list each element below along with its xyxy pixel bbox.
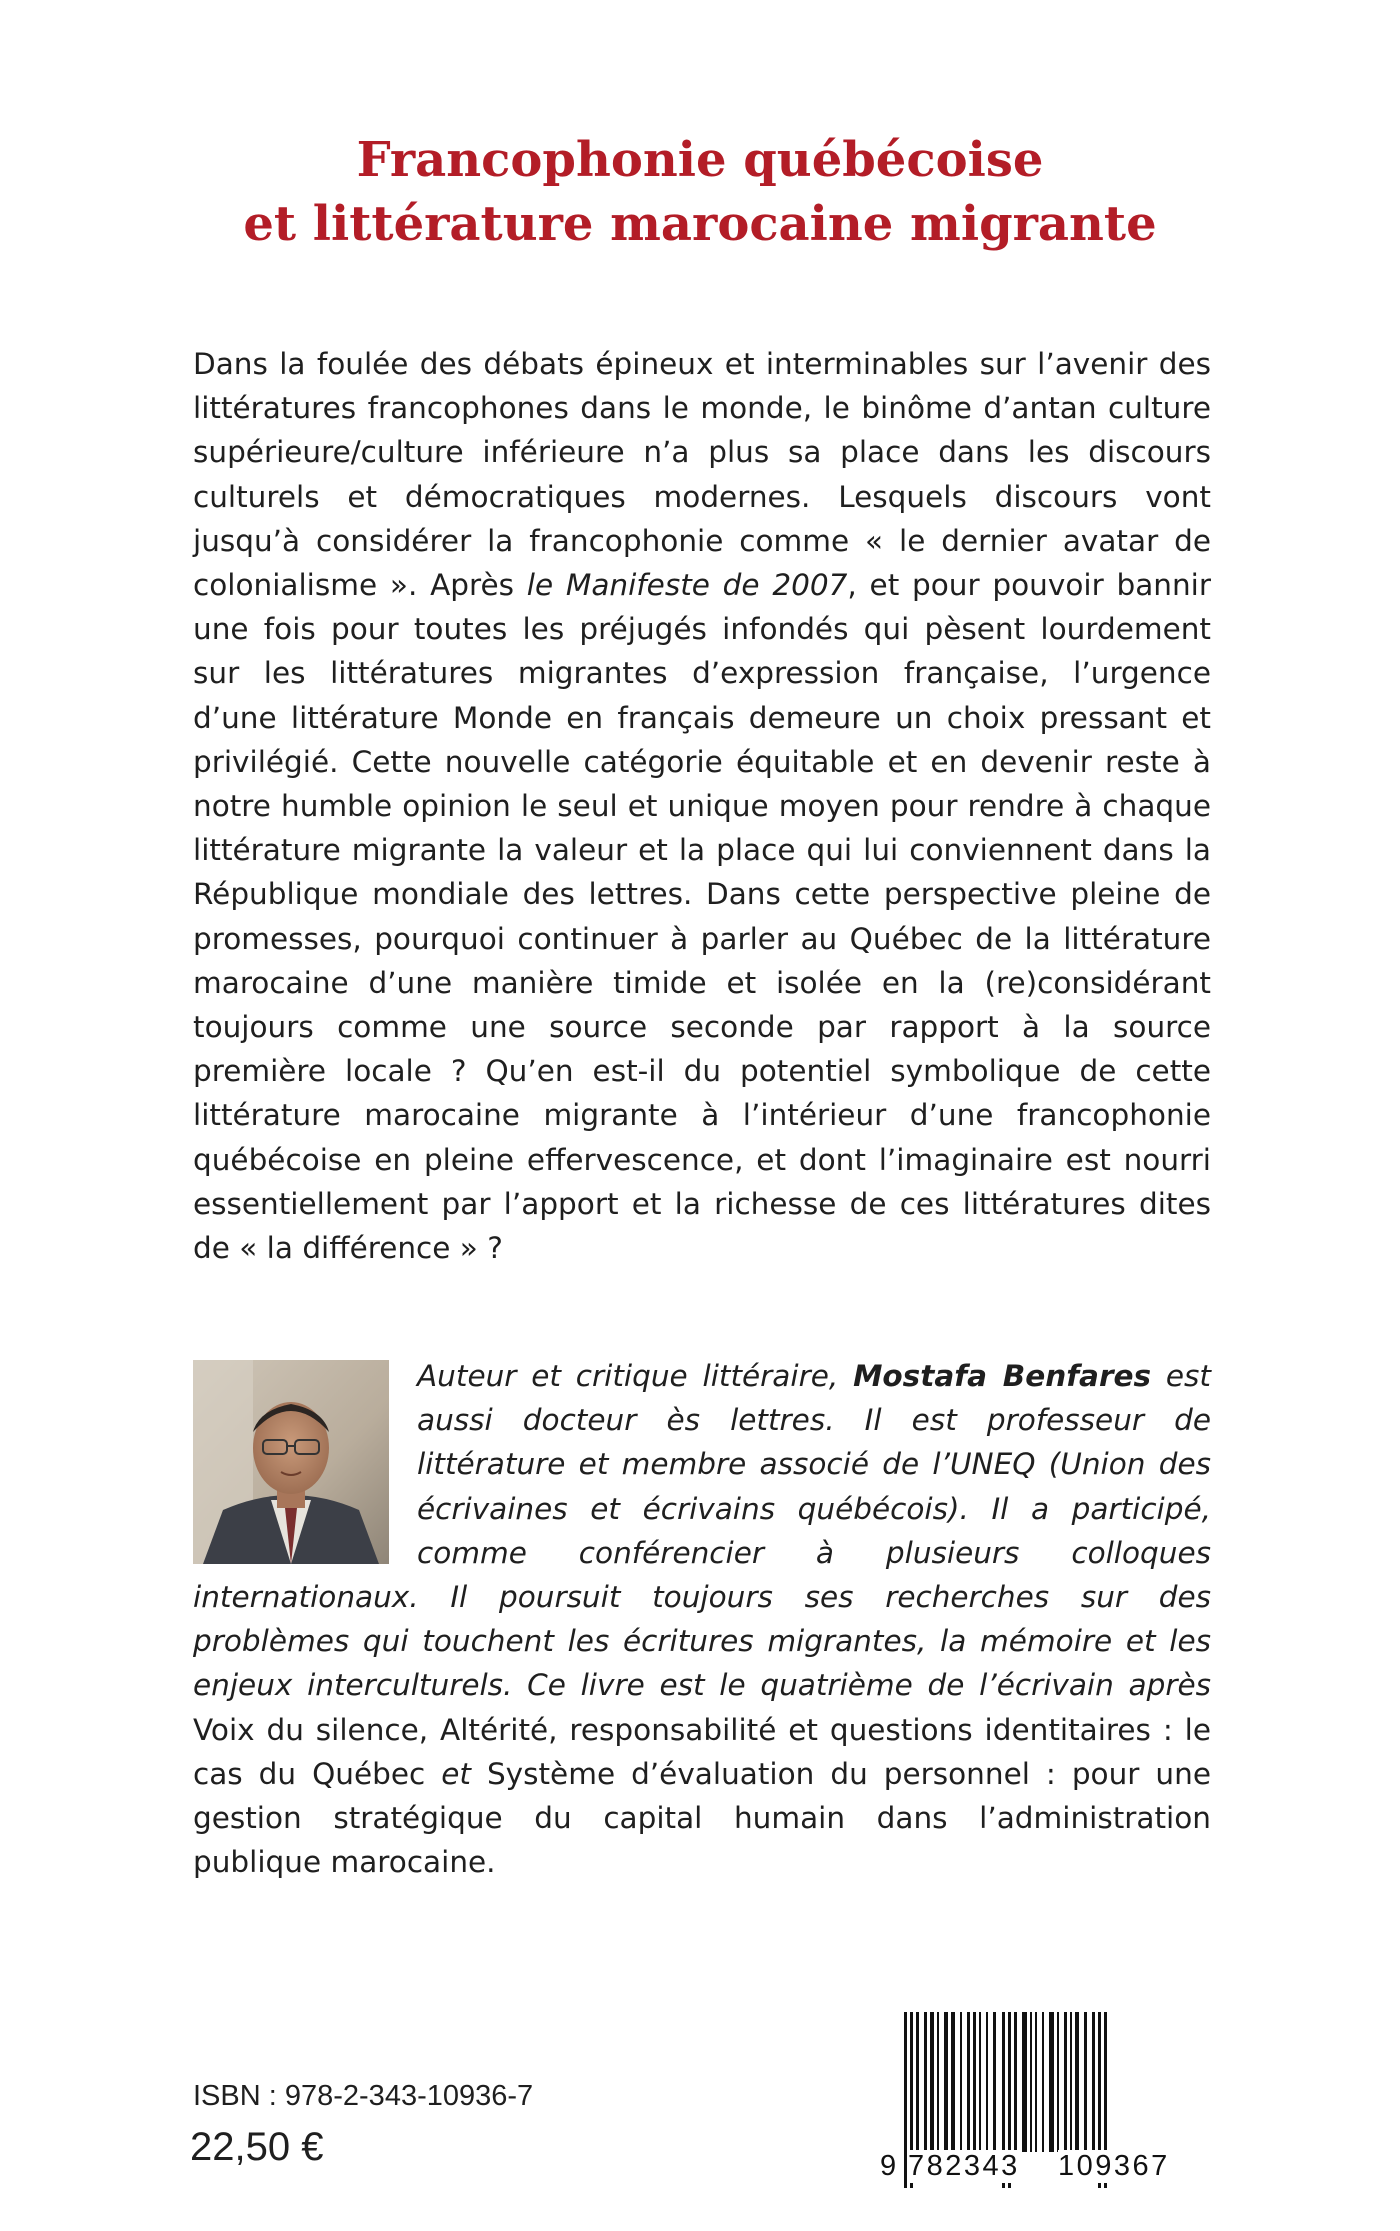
barcode-left-group: 782343 [908,2150,1020,2182]
summary-italic-title: le Manifeste de 2007 [526,568,848,603]
barcode-bar [1035,2012,1037,2152]
barcode-bar [1084,2012,1087,2152]
bio-book-2: Système d’évaluation du personnel : pour une gestion stratégique du capital humain dans l’administration publique marocaine. [193,1756,1211,1880]
barcode-bar [937,2012,939,2152]
barcode-bar [1042,2012,1044,2152]
barcode-bar [1070,2012,1072,2152]
barcode-bar [967,2012,970,2152]
barcode-bar [960,2012,962,2152]
barcode-bar [924,2012,927,2152]
summary-text-1: Dans la foulée des débats épineux et interminables sur l’avenir des littératures francophones dans le monde, le binôme d’antan culture supérieure/culture inférieure n’a plus sa place dans les discours culturels et démocratiques modernes. Lesquels discours vont jusqu’à considérer la francophonie comme « le dernier avatar de colonialisme ». Après [193,347,1211,603]
book-summary [193,342,1211,1270]
title-line-1: Francophonie québécoise [356,132,1044,188]
barcode-bar [1049,2012,1054,2152]
barcode-bar [930,2012,934,2152]
barcode-bar [986,2012,988,2152]
barcode-bar [951,2012,955,2152]
barcode-bar [1075,2012,1079,2152]
barcode-bar [973,2012,976,2152]
author-photo [193,1360,389,1564]
barcode-bar [916,2012,919,2152]
barcode-bar [1014,2012,1017,2152]
barcode-bar [1092,2012,1095,2152]
price-label: 22,50 € [190,2125,324,2169]
bio-conjunction: et [425,1756,487,1791]
barcode-bar [944,2012,948,2152]
barcode-bar [1030,2012,1032,2152]
isbn-label: ISBN : 978-2-343-10936-7 [193,2080,534,2112]
barcode-digits [880,2150,1216,2194]
barcode-bar [1064,2012,1067,2152]
barcode-first-digit: 9 [880,2150,899,2182]
barcode-bar [979,2012,981,2152]
author-bio [193,1354,1211,1884]
summary-text-2: , et pour pouvoir bannir une fois pour toutes les préjugés infondés qui pèsent lourdement sur les littératures migrantes d’expression française, l’urgence d’une littérature Monde en français demeure un choix pressant et privilégié. Cette nouvelle catégorie équitable et en devenir reste à notre humble opinion le seul et unique moyen pour rendre à chaque littérature migrante la valeur et la place qui lui conviennent dans la République mondiale des lettres. Dans cette perspective pleine de promesses, pourquoi continuer à parler au Québec de la littérature marocaine d’une manière timide et isolée en la (re)considérant toujours comme une source seconde par rapport à la source première locale ? Qu’en est-il du potentiel symbolique de cette littérature marocaine migrante à l’intérieur d’une francophonie québécoise en pleine effervescence, et dont l’imaginaire est nourri essentiellement par l’apport et la richesse de ces littératures dites de « la différence » ? [193,568,1211,1266]
barcode-bar [1022,2012,1027,2152]
barcode-right-group: 109367 [1058,2150,1170,2182]
barcode-bar [993,2012,996,2152]
bio-book-1: Voix du silence, Altérité, responsabilité et questions identitaires : le cas du Québec [193,1712,1211,1791]
bio-text: est aussi docteur ès lettres. Il est professeur de littérature et membre associé de l’UNEQ (Union des écrivaines et écrivains québécois). Il a participé, comme conférencier à plusieurs colloques internationaux. Il poursuit toujours ses recherches sur des problèmes qui touchent les écritures migrantes, la mémoire et les enjeux interculturels. Ce livre est le quatrième de l’écrivain après [193,1359,1211,1703]
barcode-bar [1057,2012,1059,2152]
author-name: Mostafa Benfares [853,1359,1152,1393]
bio-intro: Auteur et critique littéraire, [417,1359,854,1393]
title-line-2: et littérature marocaine migrante [243,196,1157,252]
book-title [0,128,1400,256]
